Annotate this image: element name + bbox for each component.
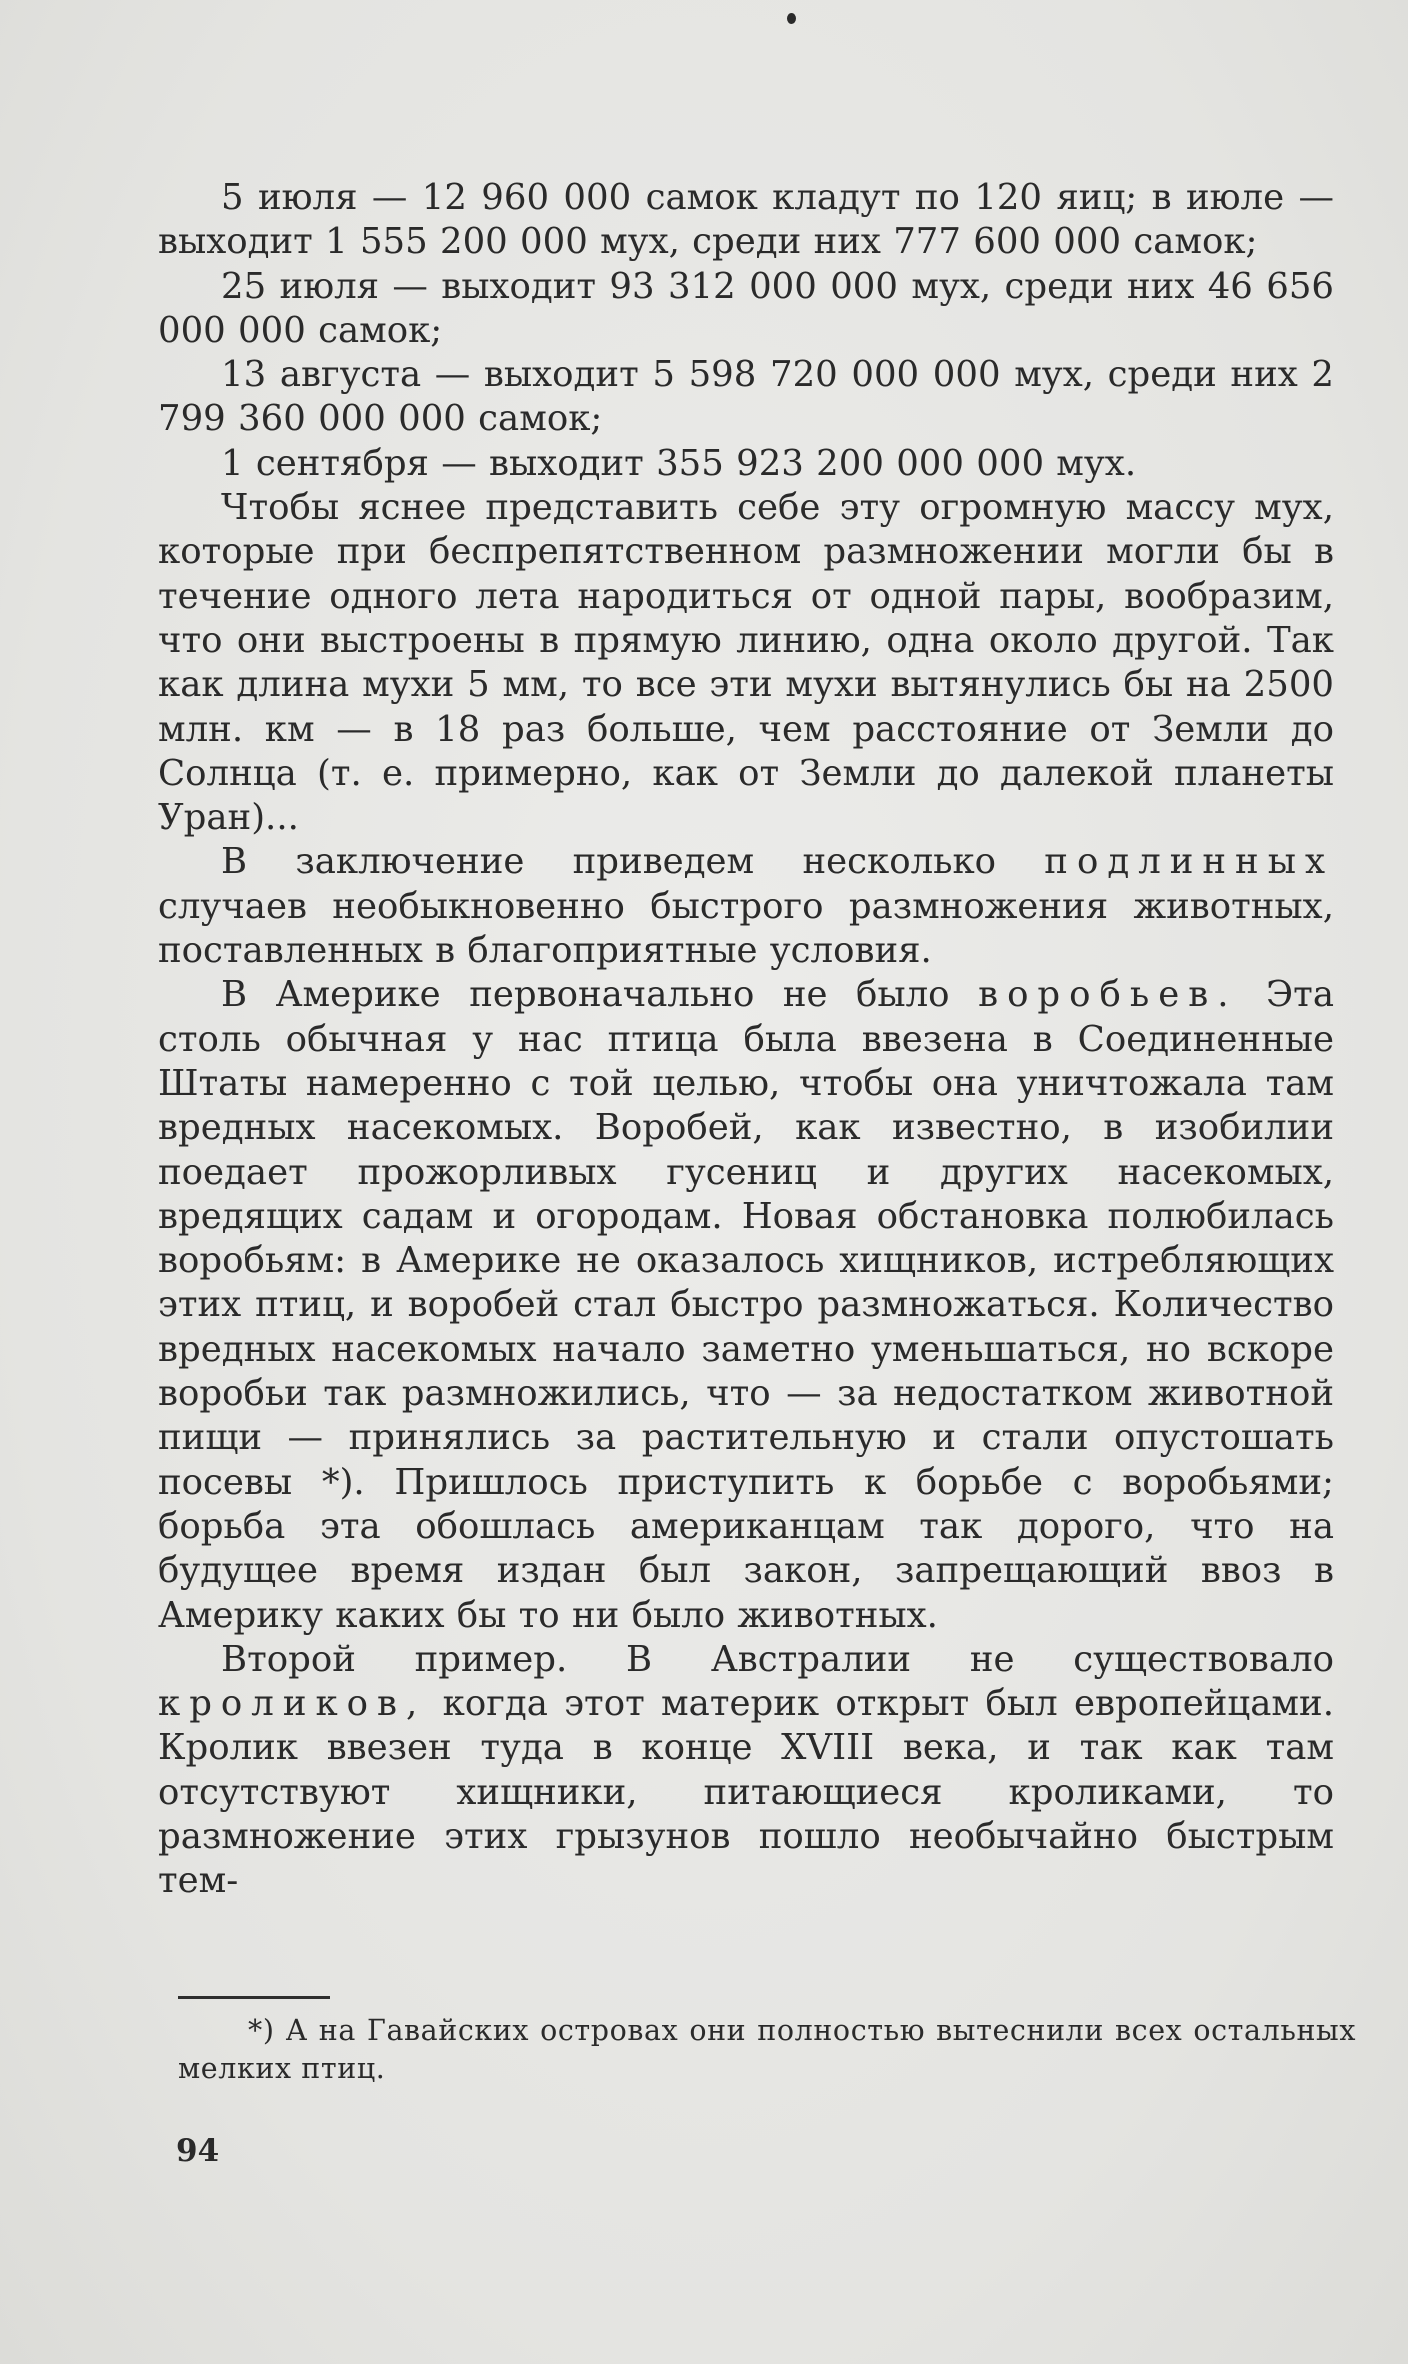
paragraph-july-25: 25 июля — выходит 93 312 000 000 мух, среди них 46 656 000 000 самок; xyxy=(158,265,1334,351)
p8-after: когда этот материк открыт был европейцами. Кролик ввезен туда в конце XVIII века, и так как там отсутствуют хищники, питающиеся кроликами, то размножение этих грызунов пошло необычайно быстрым тем- xyxy=(158,1683,1334,1902)
p7-before: В Америке первоначально не было xyxy=(221,974,979,1016)
paragraph-september-1: 1 сентября — выходит 355 923 200 000 000 мух. xyxy=(221,442,1137,484)
p6-spaced-word: подлинных xyxy=(1044,841,1334,883)
paragraph-august-13: 13 августа — выходит 5 598 720 000 000 мух, среди них 2 799 360 000 000 самок; xyxy=(158,354,1334,440)
paragraph-fly-line: Чтобы яснее представить себе эту огромную массу мух, которые при беспрепятственном размножении могли бы в течение одного лета народиться от одной пары, вообразим, что они выстроены в прямую линию, одна около другой. Так как длина мухи 5 мм, то все эти мухи вытянулись бы на 2500 млн. км — в 18 раз больше, чем расстояние от Земли до Солнца (т. е. примерно, как от Земли до далекой планеты Уран)... xyxy=(158,487,1334,839)
body-text xyxy=(158,176,1334,1904)
p8-spaced-word: кроликов, xyxy=(158,1683,427,1725)
paragraph-rabbits xyxy=(158,1638,1334,1904)
footnote-separator xyxy=(178,1996,330,1999)
print-mark-dot xyxy=(787,13,796,24)
footnote: *) А на Гавайских островах они полностью вытеснили всех остальных мелких птиц. xyxy=(178,2014,1356,2085)
p8-before: Второй пример. В Австралии не существовало xyxy=(221,1638,1334,1680)
p7-after: Эта столь обычная у нас птица была ввезена в Соединенные Штаты намеренно с той целью, чтобы она уничтожала там вредных насекомых. Воробей, как известно, в изобилии поедает прожорливых гусениц и других насекомых, вредящих садам и огородам. Новая обстановка полюбилась воробьям: в Америке не оказалось хищников, истребляющих этих птиц, и воробей стал быстро размножаться. Количество вредных насекомых начало заметно уменьшаться, но вскоре воробьи так размножились, что — за недостатком животной пищи — принялись за растительную и стали опустошать посевы *). Пришлось приступить к борьбе с воробьями; борьба эта обошлась американцам так дорого, что на будущее время издан был закон, запрещающий ввоз в Америку каких бы то ни было животных. xyxy=(158,974,1334,1636)
p7-spaced-word: воробьев. xyxy=(978,974,1238,1016)
page-number: 94 xyxy=(176,2133,220,2169)
paragraph-sparrows xyxy=(158,973,1334,1637)
p6-after: случаев необыкновенно быстрого размножения животных, поставленных в благоприятные условия. xyxy=(158,885,1334,972)
paragraph-july-5: 5 июля — 12 960 000 самок кладут по 120 яиц; в июле — выходит 1 555 200 000 мух, среди них 777 600 000 самок; xyxy=(158,177,1334,263)
p6-before: В заключение приведем несколько xyxy=(221,841,1045,883)
paragraph-conclusion xyxy=(158,840,1334,973)
